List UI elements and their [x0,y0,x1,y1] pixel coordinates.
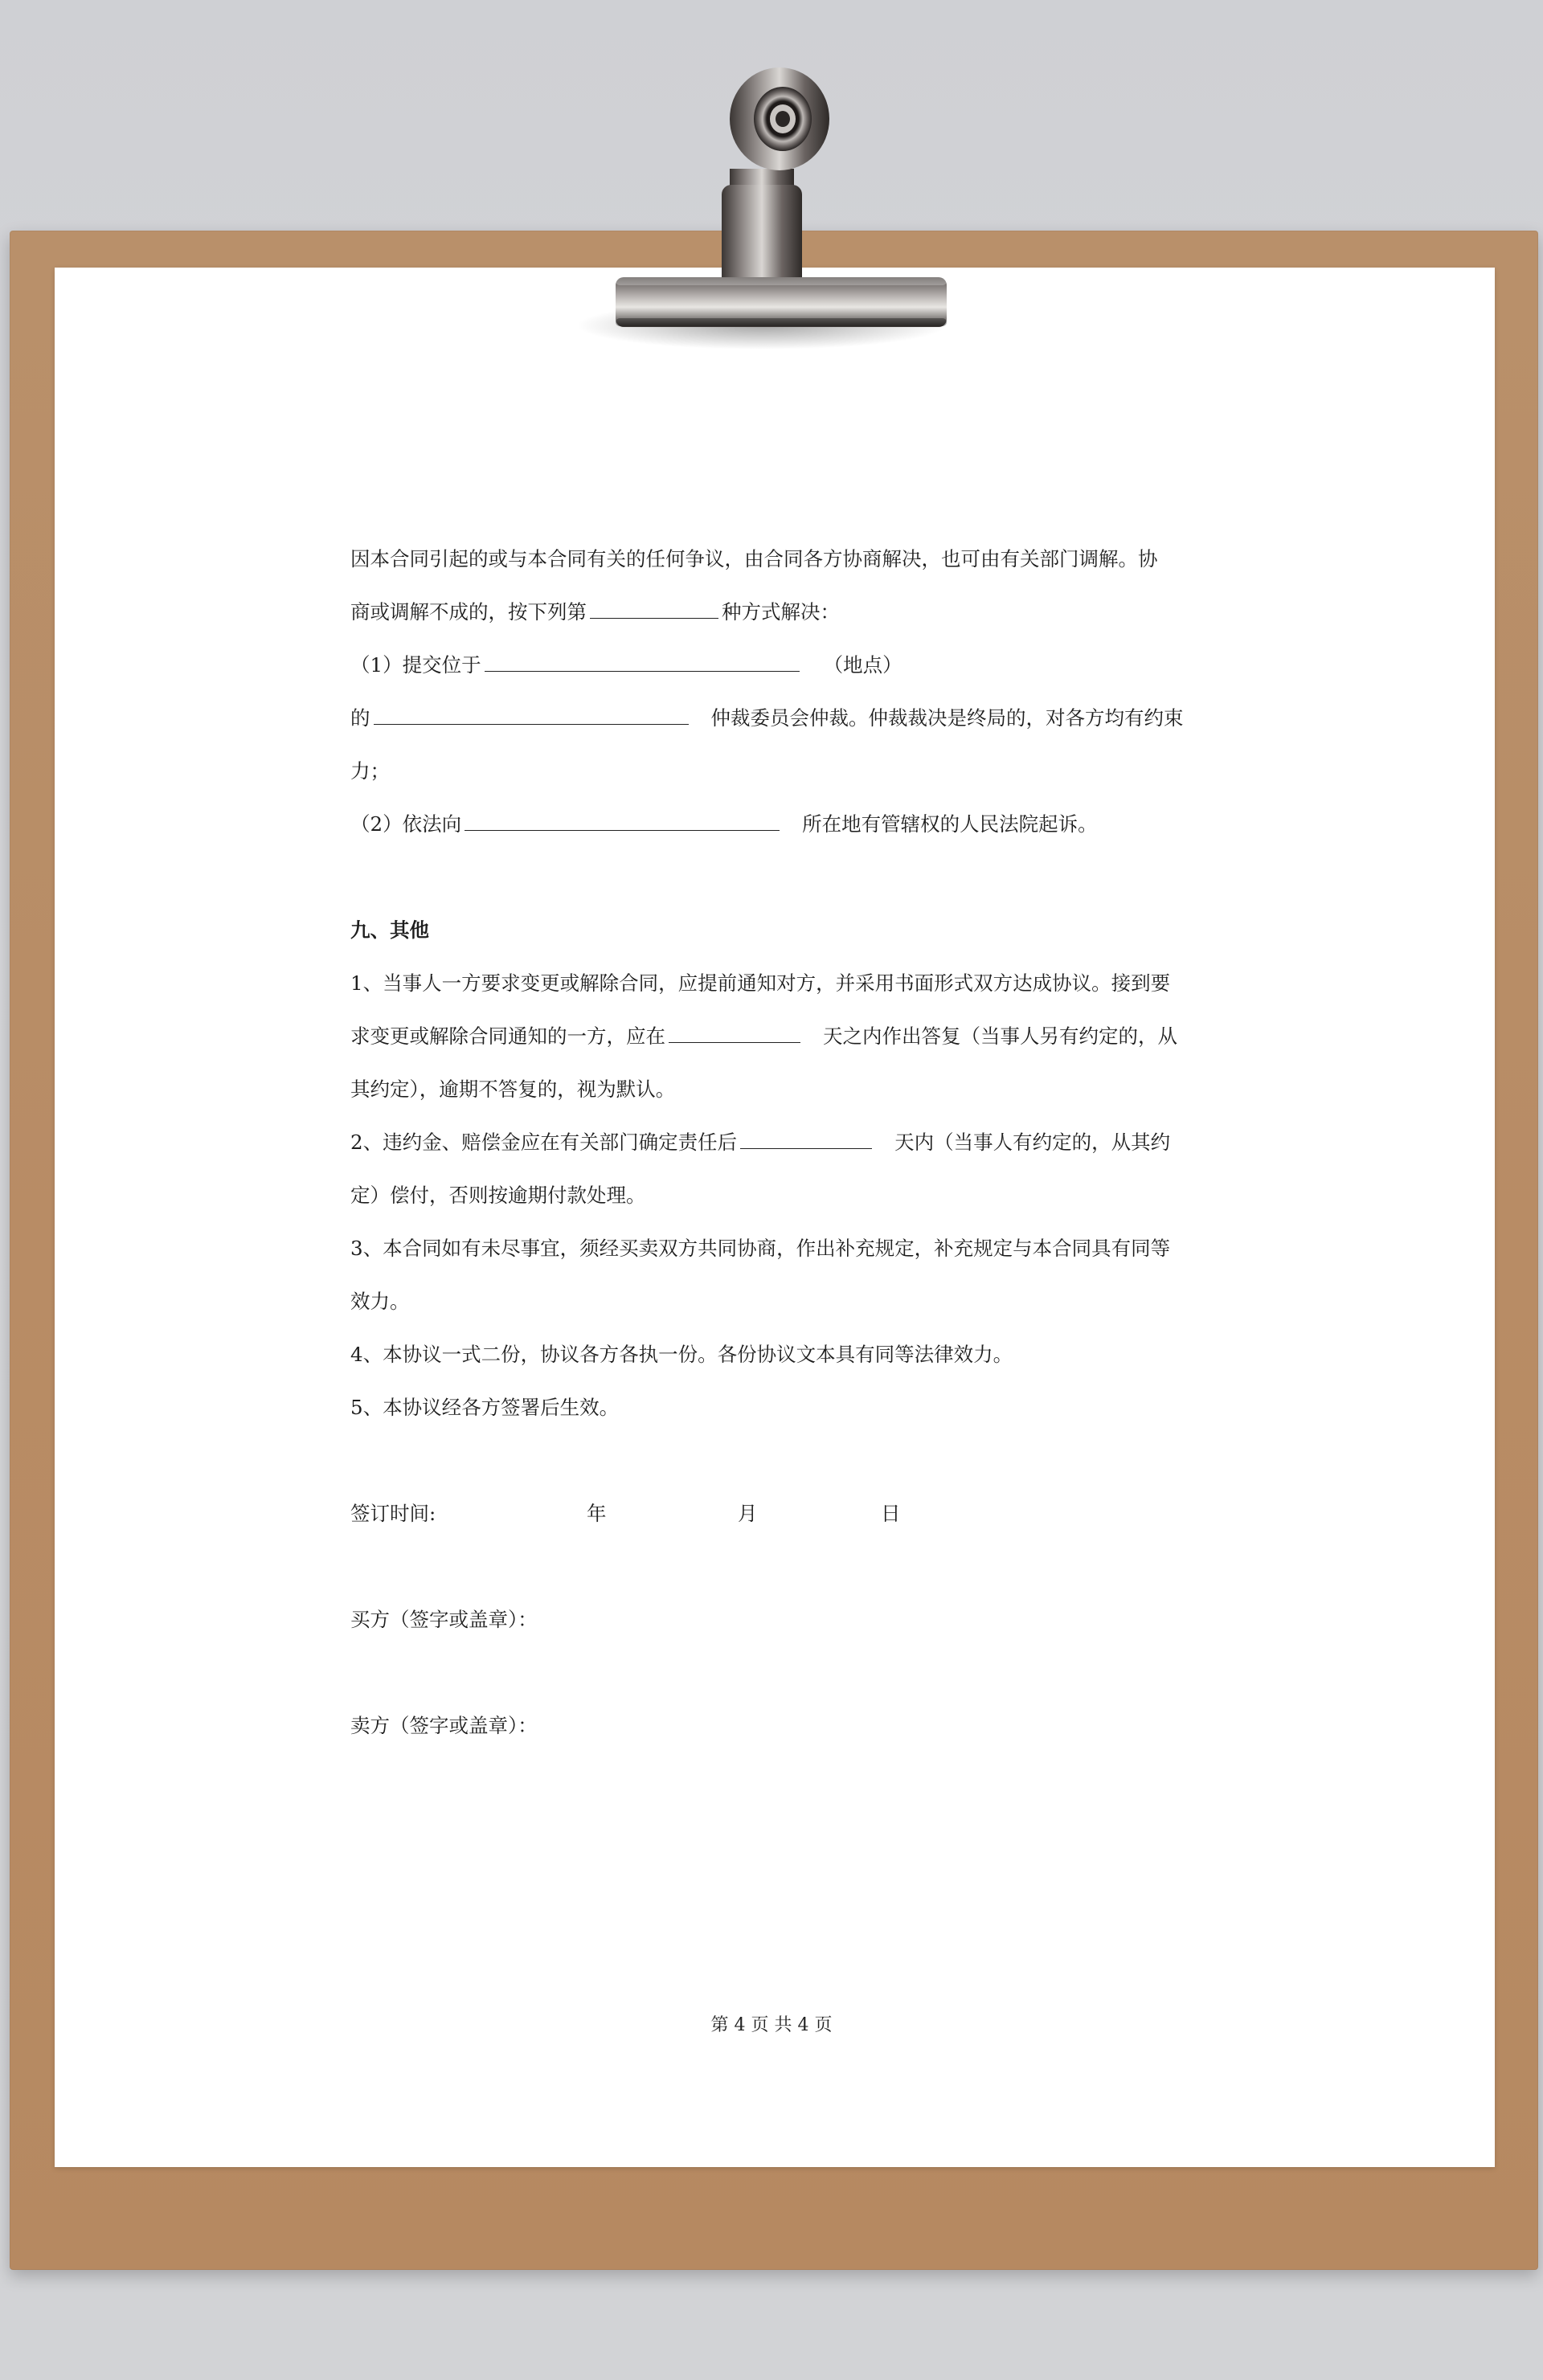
text-line: 其约定），逾期不答复的，视为默认。 [350,1078,676,1101]
seller-signature-label: 卖方（签字或盖章）： [350,1714,538,1737]
text-line: 的 仲裁委员会仲裁。仲裁裁决是终局的，对各方均有约束 [350,706,1184,730]
text-line: 力； [350,759,390,783]
text-line: 5、本协议经各方签署后生效。 [350,1396,620,1419]
text-line: 4、本协议一式二份，协议各方各执一份。各份协议文本具有同等法律效力。 [350,1343,1013,1366]
year-label: 年 [587,1502,607,1525]
section-heading: 九、其他 [350,918,429,942]
blank-field[interactable] [465,812,780,831]
buyer-signature-label: 买方（签字或盖章）： [350,1608,538,1631]
blank-field[interactable] [740,1131,872,1149]
text-line: 效力。 [350,1290,410,1313]
blank-field[interactable] [590,600,718,619]
blank-field[interactable] [669,1024,800,1043]
text-line: 定）偿付，否则按逾期付款处理。 [350,1184,646,1207]
month-label: 月 [738,1502,758,1525]
page-footer: 第 4 页 共 4 页 [710,2015,833,2035]
blank-field[interactable] [485,653,800,672]
text-line: 因本合同引起的或与本合同有关的任何争议，由合同各方协商解决，也可由有关部门调解。协 [350,547,1158,570]
text-line: （2）依法向 所在地有管辖权的人民法院起诉。 [350,812,1098,836]
signing-date-row [350,1501,1543,1527]
blank-field[interactable] [374,706,689,725]
day-label: 日 [881,1502,901,1525]
text-line: 1、当事人一方要求变更或解除合同，应提前通知对方，并采用书面形式双方达成协议。接到要 [350,971,1171,995]
text-line: （1）提交位于 （地点） [350,653,902,677]
text-line: 求变更或解除合同通知的一方，应在 天之内作出答复（当事人另有约定的，从 [350,1024,1177,1048]
text-line: 3、本合同如有未尽事宜，须经买卖双方共同协商，作出补充规定，补充规定与本合同具有同等 [350,1237,1171,1260]
text-line: 商或调解不成的，按下列第 种方式解决： [350,600,840,624]
text-line: 2、违约金、赔偿金应在有关部门确定责任后 天内（当事人有约定的，从其约 [350,1131,1171,1154]
binder-clip-icon [577,48,947,354]
date-label: 签订时间: [350,1502,436,1525]
